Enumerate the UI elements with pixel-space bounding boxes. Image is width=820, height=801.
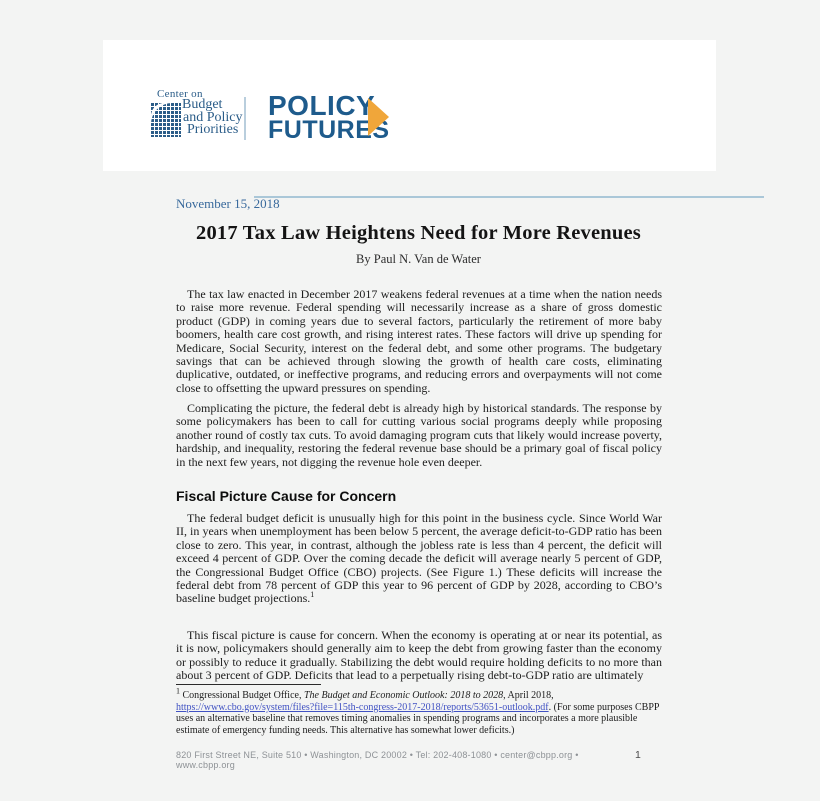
cbpp-logo-center-on: Center on bbox=[157, 88, 203, 100]
header-card bbox=[103, 40, 716, 171]
cbpp-logo-line-and-policy: and Policy bbox=[183, 109, 243, 125]
footnote-divider bbox=[176, 684, 321, 685]
footnote-1-marker: 1 bbox=[176, 686, 180, 696]
byline: By Paul N. Van de Water bbox=[356, 252, 481, 266]
policy-futures-word2: FUTURES bbox=[268, 116, 390, 144]
cbpp-logo-line-priorities: Priorities bbox=[187, 122, 239, 137]
footnote-1-after: . (For some purposes CBPP uses an alternative baseline that removes timing anomalies in spending programs and incorporates a more plausible estimate of emergency funding needs. This alternative has somewhat lower deficits.) bbox=[176, 701, 660, 736]
paragraph-3-text: The federal budget deficit is unusually high for this point in the business cycle. Since World War II, in years when unemployment has been below 5 percent, the average deficit-to-GDP ratio has been close to zero. This year, in contrast, although the jobless rate is less than 4 percent, the deficit will exceed 4 percent of GDP. Over the coming decade the deficit will average nearly 5 percent of GDP, the Congressional Budget Office (CBO) projects. (See Figure 1.) These deficits will increase the federal debt from 78 percent of GDP this year to 96 percent of GDP by 2028, according to CBO’s baseline budget projections. bbox=[176, 511, 662, 606]
paragraph-2: Complicating the picture, the federal debt is already high by historical standards. The response by some policymakers has been to call for cutting various social programs deeply while proposing another round of costly tax cuts. To avoid damaging program cuts that likely would increase poverty, hardship, and inequality, restoring the federal revenue base should be a primary goal of fiscal policy in the next few years, not digging the revenue hole even deeper. bbox=[176, 401, 662, 469]
paragraph-1: The tax law enacted in December 2017 weakens federal revenues at a time when the nation needs to raise more revenue. Federal spending will necessarily increase as a share of gross domestic product (GDP) in coming years due to several factors, particularly the retirement of more baby boomers, health care cost growth, and rising interest rates. These factors will drive up spending for Medicare, Social Security, interest on the federal debt, and some other programs. The budgetary savings that can be achieved through slowing the growth of health care costs, eliminating duplicative, outdated, or ineffective programs, and reducing errors and overpayments will not come close to offsetting the upward pressures on spending. bbox=[176, 287, 662, 395]
footnote-1-pre: Congressional Budget Office, bbox=[180, 690, 304, 701]
footnote-reference-1: 1 bbox=[310, 590, 315, 600]
page-number: 1 bbox=[635, 749, 641, 761]
paragraph-3 bbox=[176, 512, 662, 606]
section-heading-fiscal-picture: Fiscal Picture Cause for Concern bbox=[176, 488, 397, 504]
footnote-1 bbox=[176, 686, 662, 736]
paragraph-4: This fiscal picture is cause for concern. When the economy is operating at or near its potential, as it is now, policymakers should generally aim to keep the debt from growing faster than the economy or possibly to reduce it gradually. Stabilizing the debt would require holding deficits to no more than about 3 percent of GDP. Deficits that lead to a perpetually rising debt-to-GDP ratio are ultimately bbox=[176, 628, 662, 683]
cbpp-grid-icon bbox=[151, 103, 181, 137]
cbpp-logo-line-budget: Budget bbox=[182, 97, 223, 112]
cbpp-logo-wordmark bbox=[182, 99, 243, 137]
page-title: 2017 Tax Law Heightens Need for More Revenues bbox=[196, 222, 641, 244]
footnote-1-cited-title: The Budget and Economic Outlook: 2018 to 2028 bbox=[303, 690, 504, 701]
policy-futures-word1: POLICY bbox=[268, 90, 376, 121]
footnote-1-mid: , April 2018, bbox=[503, 690, 554, 701]
policy-futures-arrow-icon bbox=[368, 98, 389, 136]
footnote-1-link[interactable]: https://www.cbo.gov/system/files?file=115th-congress-2017-2018/reports/53651-outlook.pdf bbox=[176, 701, 549, 713]
publication-date: November 15, 2018 bbox=[176, 196, 280, 211]
logo-divider bbox=[244, 97, 246, 140]
footer-contact-line: 820 First Street NE, Suite 510 • Washington, DC 20002 • Tel: 202-408-1080 • center@cbpp.org • www.cbpp.org bbox=[176, 750, 579, 770]
